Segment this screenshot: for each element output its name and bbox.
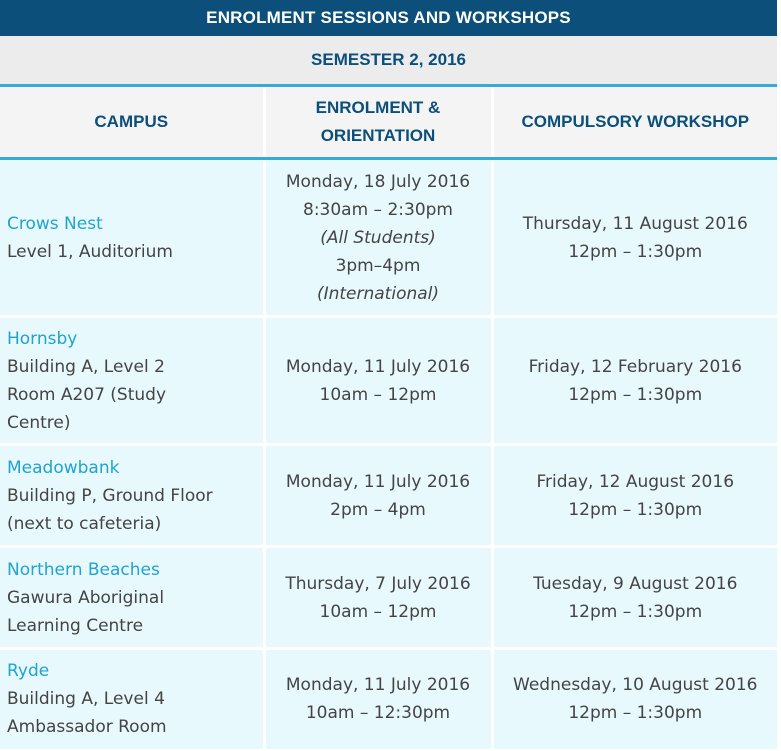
enrolment-time: 3pm–4pm [335, 255, 421, 276]
workshop-cell [492, 547, 777, 649]
enrolment-date: Monday, 11 July 2016 [285, 471, 471, 492]
campus-cell [0, 649, 264, 749]
workshop-time: 12pm – 1:30pm [568, 241, 703, 262]
workshop-cell [492, 445, 777, 547]
workshop-date: Wednesday, 10 August 2016 [513, 675, 758, 696]
enrolment-note: (All Students) [320, 227, 436, 248]
workshop-cell [492, 649, 777, 749]
campus-location-line: Room A207 (Study [7, 384, 167, 405]
campus-location-line: (next to cafeteria) [7, 513, 162, 534]
workshop-date: Tuesday, 9 August 2016 [533, 573, 738, 594]
table-row [0, 445, 777, 547]
campus-name: Ryde [7, 661, 50, 682]
campus-cell [0, 317, 264, 445]
workshop-time: 12pm – 1:30pm [568, 703, 703, 724]
enrolment-time: 10am – 12:30pm [305, 703, 451, 724]
campus-location-line: Building A, Level 4 [7, 689, 165, 710]
campus-cell [0, 445, 264, 547]
table-row [0, 547, 777, 649]
enrolment-date: Monday, 11 July 2016 [285, 356, 471, 377]
workshop-date: Thursday, 11 August 2016 [522, 213, 748, 234]
campus-location-line: Ambassador Room [7, 717, 167, 738]
campus-location-line: Level 1, Auditorium [7, 241, 173, 262]
enrolment-time: 8:30am – 2:30pm [303, 199, 453, 220]
column-header-enrolment [264, 87, 492, 159]
campus-location-line: Building A, Level 2 [7, 356, 165, 377]
campus-name: Crows Nest [7, 213, 103, 234]
campus-name: Hornsby [7, 328, 78, 349]
workshop-date: Friday, 12 August 2016 [536, 471, 735, 492]
campus-location-line: Building P, Ground Floor [7, 485, 213, 506]
campus-name: Northern Beaches [7, 559, 160, 580]
campus-cell [0, 159, 264, 317]
enrolment-time: 10am – 12pm [319, 601, 437, 622]
campus-location-line: Learning Centre [7, 615, 144, 636]
campus-location-line: Gawura Aboriginal [7, 587, 165, 608]
workshop-time: 12pm – 1:30pm [568, 499, 703, 520]
enrolment-cell [264, 547, 492, 649]
column-header-campus: CAMPUS [0, 87, 264, 159]
workshop-date: Friday, 12 February 2016 [528, 356, 742, 377]
campus-name: Meadowbank [7, 457, 120, 478]
enrolment-cell [264, 649, 492, 749]
enrolment-date: Monday, 18 July 2016 [285, 171, 471, 192]
enrolment-time: 2pm – 4pm [330, 499, 426, 520]
enrolment-cell [264, 159, 492, 317]
workshop-cell [492, 317, 777, 445]
campus-location-line: Centre) [7, 412, 71, 433]
campus-cell [0, 547, 264, 649]
workshop-time: 12pm – 1:30pm [568, 384, 703, 405]
header-row [0, 87, 777, 159]
table-banner: ENROLMENT SESSIONS AND WORKSHOPS [0, 0, 777, 36]
table-row [0, 159, 777, 317]
table-row [0, 317, 777, 445]
sessions-table [0, 87, 777, 749]
enrolment-header-text: ENROLMENT & ORIENTATION [315, 98, 441, 145]
semester-heading: SEMESTER 2, 2016 [0, 36, 777, 87]
enrolment-cell [264, 445, 492, 547]
enrolment-note: (International) [316, 283, 440, 304]
enrolment-time: 10am – 12pm [319, 384, 437, 405]
enrolment-date: Monday, 11 July 2016 [285, 675, 471, 696]
enrolment-date: Thursday, 7 July 2016 [285, 573, 471, 594]
enrolment-cell [264, 317, 492, 445]
table-row [0, 649, 777, 749]
column-header-workshop: COMPULSORY WORKSHOP [492, 87, 777, 159]
workshop-cell [492, 159, 777, 317]
workshop-time: 12pm – 1:30pm [568, 601, 703, 622]
